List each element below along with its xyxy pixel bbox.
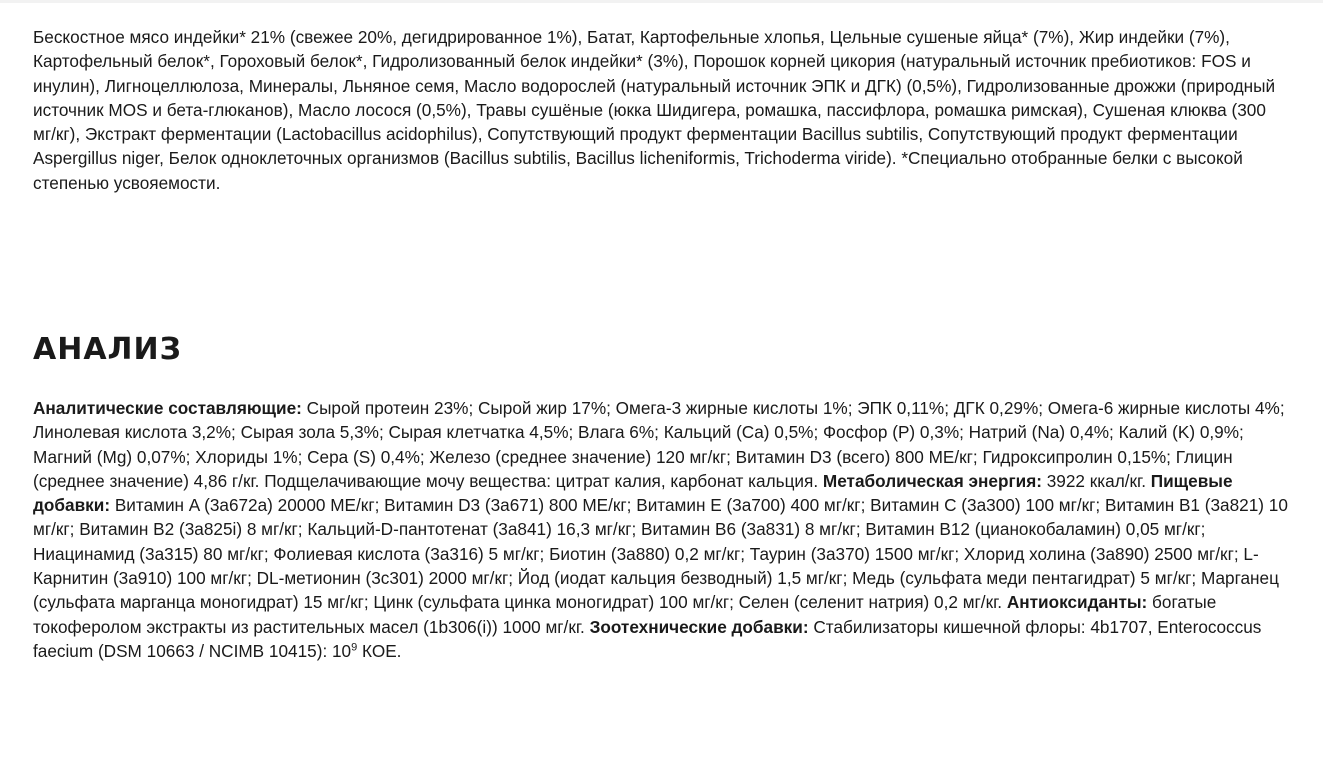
analysis-heading: АНАЛИЗ xyxy=(33,332,182,367)
top-divider xyxy=(0,0,1323,3)
analytical-values: Сырой протеин 23%; Сырой жир 17%; Омега-3 жирные кислоты 1%; ЭПК 0,11%; ДГК 0,29%; Омега-6 жирные кислоты 4%; Линолевая кислота 3,2%; Сырая зола 5,3%; Сырая клетчатка 4,5%; Влага 6%; Кальций (Ca) 0,5%; Фосфор (P) 0,3%; Натрий (Na) 0,4%; Калий (K) 0,9%; Магний (Mg) 0,07%; Хлориды 1%; Сера (S) 0,4%; Железо (среднее значение) 120 мг/кг; Витамин D3 (всего) 800 МЕ/кг; Гидроксипролин 0,15%; Глицин (среднее значение) 4,86 г/кг. Подщелачивающие мочу вещества: цитрат калия, карбонат кальция. xyxy=(33,398,1285,491)
zootech-exponent: 9 xyxy=(351,641,358,654)
additives-label: Пищевые добавки: xyxy=(33,470,1233,516)
additives-values: Витамин A (3a672a) 20000 МЕ/кг; Витамин D3 (3a671) 800 МЕ/кг; Витамин E (3a700) 400 мг/кг; Витамин C (3a300) 100 мг/кг; Витамин B1 (3a821) 10 мг/кг; Витамин B2 (3a825i) 8 мг/кг; Кальций-D-пантотенат (3a841) 16,3 мг/кг; Витамин B6 (3a831) 8 мг/кг; Витамин B12 (цианокобаламин) 0,05 мг/кг; Ниацинамид (3a315) 80 мг/кг; Фолиевая кислота (3a316) 5 мг/кг; Биотин (3a880) 0,2 мг/кг; Таурин (3a370) 1500 мг/кг; Хлорид холина (3a890) 2500 мг/кг; L-Карнитин (3a910) 100 мг/кг; DL-метионин (3c301) 2000 мг/кг; Йод (иодат кальция безводный) 1,5 мг/кг; Медь (сульфата меди пентагидрат) 5 мг/кг; Марганец (сульфата марганца моногидрат) 15 мг/кг; Цинк (сульфата цинка моногидрат) 100 мг/кг; Селен (селенит натрия) 0,2 мг/кг. xyxy=(33,495,1288,613)
antioxidants-values: богатые токоферолом экстракты из растительных масел (1b306(i)) 1000 мг/кг. xyxy=(33,592,1217,637)
zootech-unit: КОЕ. xyxy=(357,640,402,661)
zootech-values: Стабилизаторы кишечной флоры: 4b1707, Enterococcus faecium (DSM 10663 / NCIMB 10415): 10 xyxy=(33,616,1262,661)
analytical-label: Аналитические составляющие: xyxy=(33,398,302,418)
energy-label: Метаболическая энергия: xyxy=(822,470,1042,491)
antioxidants-label: Антиоксиданты: xyxy=(1006,592,1148,613)
analysis-text xyxy=(33,396,1293,663)
zootech-label: Зоотехнические добавки: xyxy=(589,616,809,637)
composition-text: Бескостное мясо индейки* 21% (свежее 20%, дегидрированное 1%), Батат, Картофельные хлопья, Цельные сушеные яйца* (7%), Жир индейки (7%), Картофельный белок*, Гороховый белок*, Гидролизованный белок индейки* (3%), Порошок корней цикория (натуральный источник пребиотиков: FOS и инулин), Лигноцеллюлоза, Минералы, Льняное семя, Масло водорослей (натуральный источник ЭПК и ДГК) (0,5%), Гидролизованные дрожжи (природный источник MOS и бета-глюканов), Масло лосося (0,5%), Травы сушёные (юкка Шидигера, ромашка, пассифлора, ромашка римская), Сушеная клюква (300 мг/кг), Экстракт ферментации (Lactobacillus acidophilus), Сопутствующий продукт ферментации Bacillus subtilis, Сопутствующий продукт ферментации Aspergillus niger, Белок одноклеточных организмов (Bacillus subtilis, Bacillus licheniformis, Trichoderma viride). *Специально отобранные белки с высокой степенью усвояемости. xyxy=(33,27,1276,193)
energy-value: 3922 ккал/кг. xyxy=(1041,470,1151,491)
